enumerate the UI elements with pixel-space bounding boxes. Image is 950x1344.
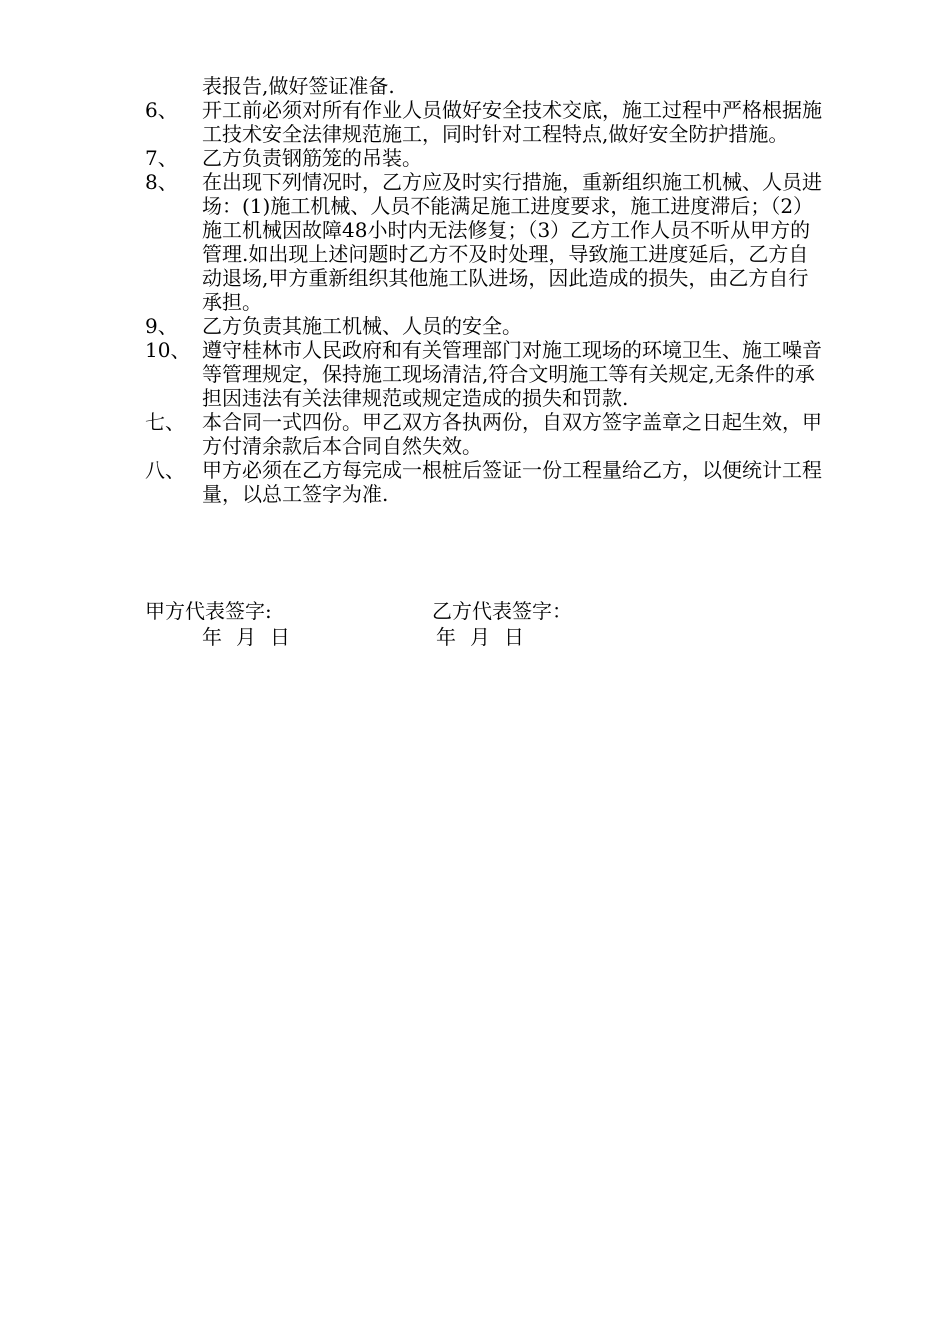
contract-clauses [145, 74, 825, 506]
date-day: 日 [270, 625, 290, 649]
signature-labels-row [145, 598, 825, 624]
party-b-signature-label: 乙方代表签字： [432, 599, 572, 623]
clause-text: 乙方负责其施工机械、人员的安全。 [202, 314, 522, 338]
clause-text: 本合同一式四份。甲乙双方各执两份，自双方签字盖章之日起生效，甲方付清余款后本合同自然失效。 [202, 410, 822, 458]
clause-number: 七、 [145, 410, 185, 434]
clause-text: 开工前必须对所有作业人员做好安全技术交底，施工过程中严格根据施工技术安全法律规范施工，同时针对工程特点,做好安全防护措施。 [202, 98, 822, 146]
clause-number: 9、 [145, 314, 178, 338]
party-a-date [202, 624, 304, 650]
clause-6 [145, 98, 825, 146]
clause-text: 遵守桂林市人民政府和有关管理部门对施工现场的环境卫生、施工噪音等管理规定，保持施工现场清洁,符合文明施工等有关规定,无条件的承担因违法有关法律规范或规定造成的损失和罚款. [202, 338, 822, 410]
clause-text: 乙方负责钢筋笼的吊装。 [202, 146, 422, 170]
date-year: 年 [202, 625, 222, 649]
clause-10 [145, 338, 825, 410]
clause-8 [145, 170, 825, 314]
clause-text: 在出现下列情况时，乙方应及时实行措施，重新组织施工机械、人员进场：(1)施工机械、人员不能满足施工进度要求，施工进度滞后；（2）施工机械因故障48小时内无法修复；（3）乙方工作人员不听从甲方的管理.如出现上述问题时乙方不及时处理，导致施工进度延后，乙方自动退场,甲方重新组织其他施工队进场，因此造成的损失，由乙方自行承担。 [202, 170, 822, 314]
clause-9 [145, 314, 825, 338]
clause-number: 8、 [145, 170, 178, 194]
clause-number: 6、 [145, 98, 178, 122]
clause-seven [145, 410, 825, 458]
continuation-line: 表报告,做好签证准备. [202, 74, 395, 98]
signature-block [145, 598, 825, 650]
date-day: 日 [504, 625, 524, 649]
clause-eight [145, 458, 825, 506]
party-b-date [436, 624, 538, 650]
date-year: 年 [436, 625, 456, 649]
date-month: 月 [236, 625, 256, 649]
signature-dates-row [145, 624, 825, 650]
clause-number: 八、 [145, 458, 185, 482]
party-a-signature-label: 甲方代表签字: [145, 599, 272, 623]
clause-number: 7、 [145, 146, 178, 170]
date-month: 月 [470, 625, 490, 649]
clause-number: 10、 [145, 338, 191, 362]
clause-7 [145, 146, 825, 170]
clause-text: 甲方必须在乙方每完成一根桩后签证一份工程量给乙方，以便统计工程量，以总工签字为准. [202, 458, 822, 506]
